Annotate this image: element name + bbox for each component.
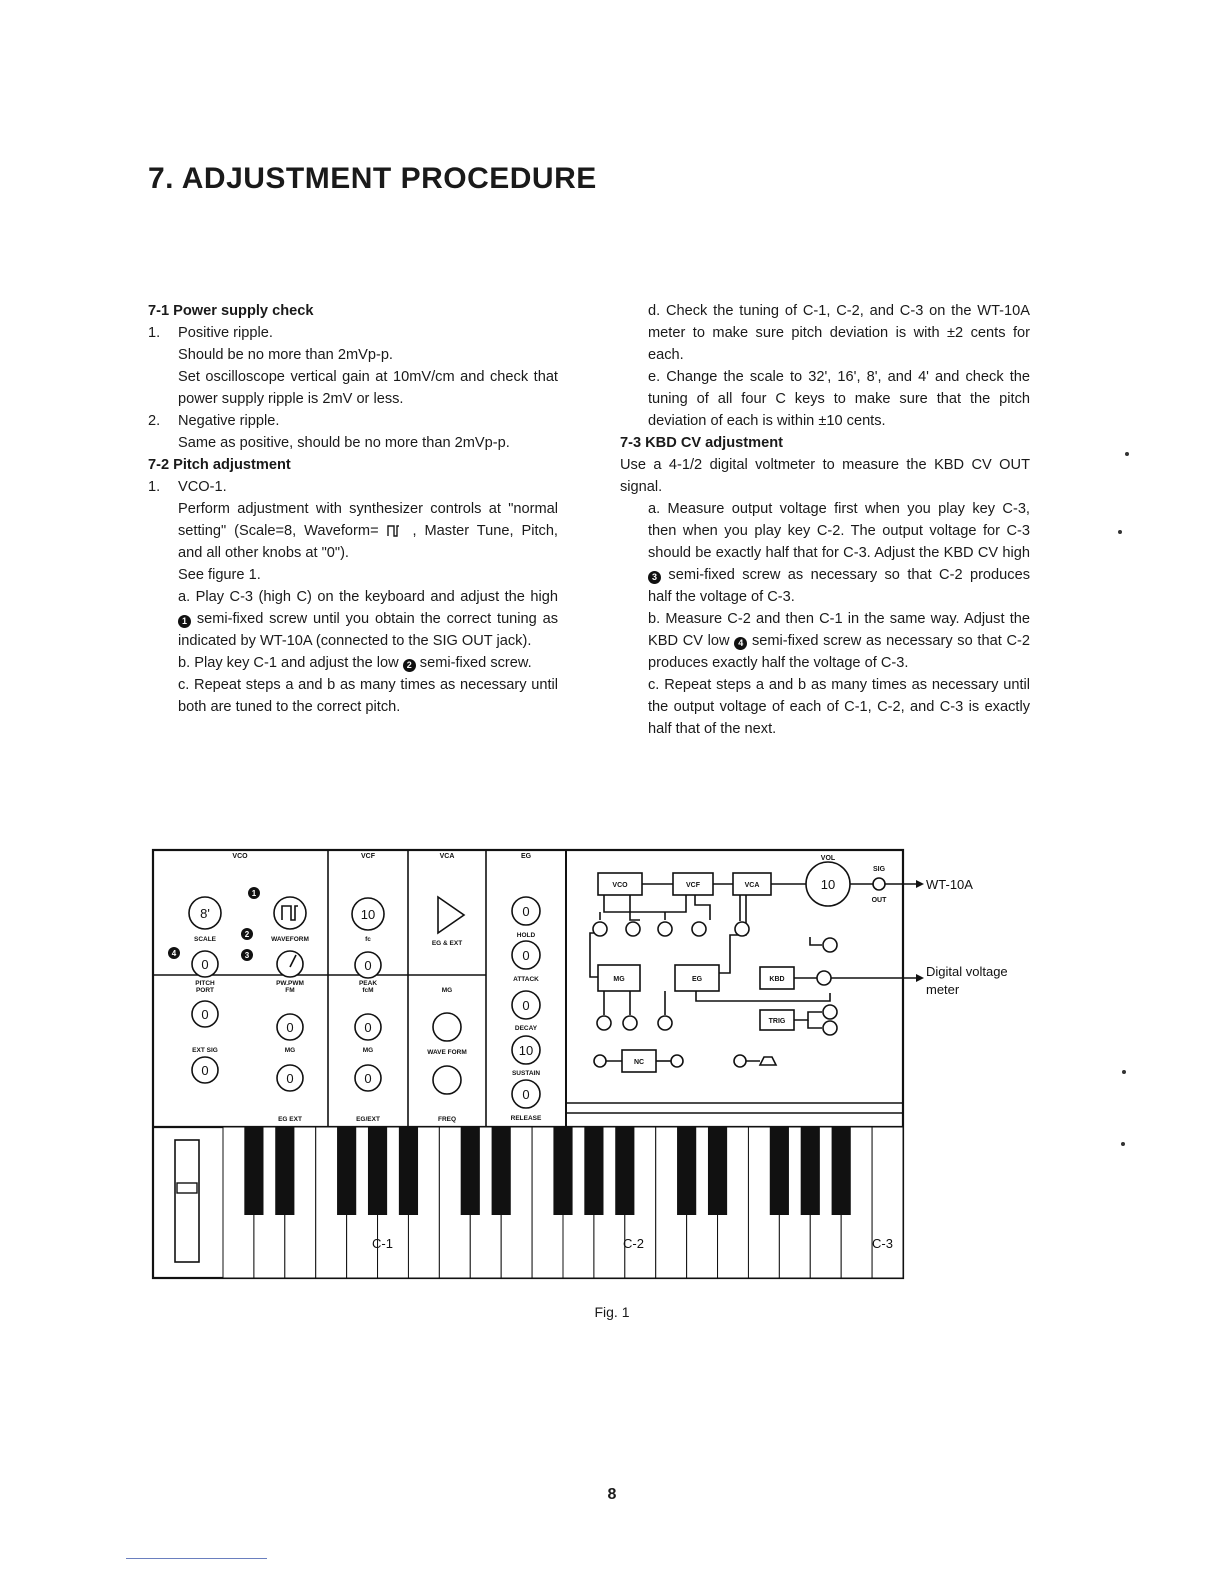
sig-label: SIG xyxy=(872,866,886,873)
jack-icon xyxy=(734,1055,746,1067)
text-run: semi-fixed screw as necessary so that C-2 produces half the voltage of C-3. xyxy=(648,567,1030,605)
text-run: Perform adjustment with synthesizer controls at "normal setting" (Scale=8, Waveform= xyxy=(178,501,558,539)
port-knob-value: 0 xyxy=(201,1007,209,1022)
section-label-vca: VCA xyxy=(439,853,455,860)
black-key xyxy=(584,1127,603,1215)
black-key xyxy=(492,1127,511,1215)
black-key xyxy=(337,1127,356,1215)
attack-knob-value: 0 xyxy=(522,948,530,963)
marker-4-label: 4 xyxy=(171,949,177,958)
text-run: semi-fixed screw as necessary so that C-2 produces exactly half the voltage of C-3. xyxy=(648,633,1030,671)
paragraph xyxy=(148,586,558,652)
section-heading-power-supply: 7-1 Power supply check xyxy=(148,303,314,319)
vco-block-label: VCO xyxy=(612,882,628,889)
decay-label: DECAY xyxy=(514,1025,538,1032)
black-key xyxy=(275,1127,294,1215)
fcm-eg-label: EG/EXT xyxy=(356,1116,380,1123)
text-run: semi-fixed screw until you obtain the correct tuning as indicated by WT-10A (connected to the SIG OUT jack). xyxy=(178,611,558,649)
text-run: semi-fixed screw. xyxy=(419,655,532,671)
kbd-block-label: KBD xyxy=(769,976,785,983)
paragraph xyxy=(620,608,1030,674)
fm-label: FM xyxy=(285,987,295,994)
paragraph xyxy=(148,652,558,674)
headphone-icon xyxy=(760,1057,776,1065)
paragraph: Use a 4-1/2 digital voltmeter to measure the KBD CV OUT signal. xyxy=(620,457,1030,495)
volume-knob-value: 10 xyxy=(820,877,836,892)
mg-block-label: MG xyxy=(613,976,625,983)
vol-label: VOL xyxy=(820,855,836,862)
arrow-icon xyxy=(916,974,924,982)
hold-label: HOLD xyxy=(516,932,536,939)
jack-icon xyxy=(658,922,672,936)
marker-3-icon: 3 xyxy=(648,571,661,584)
paragraph xyxy=(620,498,1030,608)
eg-ext-label: EG & EXT xyxy=(431,940,463,947)
marker-2-label: 2 xyxy=(244,930,250,939)
fm-mg-knob-value: 0 xyxy=(286,1020,294,1035)
peak-knob-value: 0 xyxy=(364,958,372,973)
text-run: b. Measure C-2 and then C-1 in the same way. Adjust the KBD CV low xyxy=(648,611,1030,649)
wt-10a-label: WT-10A xyxy=(926,877,973,892)
footer-rule xyxy=(126,1558,267,1559)
black-key xyxy=(801,1127,820,1215)
fm-mg-label: MG xyxy=(284,1047,296,1054)
port-label: PORT xyxy=(195,987,215,994)
mg-waveform-knob xyxy=(433,1013,461,1041)
arrow-icon xyxy=(916,880,924,888)
marker-1-icon: 1 xyxy=(178,615,191,628)
section-heading-pitch: 7-2 Pitch adjustment xyxy=(148,457,291,473)
fcm-eg-knob-value: 0 xyxy=(364,1071,372,1086)
margin-dot xyxy=(1121,1142,1125,1146)
item-number: 1. xyxy=(148,325,161,341)
fm-eg-label: EG EXT xyxy=(278,1116,302,1123)
pulse-wave-icon xyxy=(387,524,405,538)
decay-knob-value: 0 xyxy=(522,998,530,1013)
margin-dot xyxy=(1125,452,1129,456)
scale-knob-value: 8' xyxy=(200,906,210,921)
fc-knob-value: 10 xyxy=(360,907,376,922)
list-item xyxy=(148,322,558,344)
item-title: Positive ripple. xyxy=(178,325,273,341)
page-title: 7. ADJUSTMENT PROCEDURE xyxy=(148,162,597,195)
text-run: , Master Tune, Pitch, and all other knobs at "0"). xyxy=(178,523,558,561)
black-key xyxy=(553,1127,572,1215)
amplifier-triangle-icon xyxy=(438,897,464,933)
right-column xyxy=(620,300,1030,740)
jack-icon xyxy=(823,938,837,952)
paragraph: c. Repeat steps a and b as many times as necessary until the output voltage of each of C-1, C-2, and C-3 is exactly half that of the next. xyxy=(648,677,1030,737)
digital-voltage-meter-label: Digital voltage xyxy=(926,964,1008,979)
keyboard xyxy=(175,1127,903,1278)
ext-sig-label: EXT SIG xyxy=(192,1047,218,1054)
fcm-mg-label: MG xyxy=(362,1047,374,1054)
sustain-knob-value: 10 xyxy=(518,1043,534,1058)
marker-4-icon: 4 xyxy=(734,637,747,650)
white-key xyxy=(872,1127,903,1278)
margin-dot xyxy=(1122,1070,1126,1074)
jack-icon xyxy=(594,1055,606,1067)
scale-label: SCALE xyxy=(193,936,217,943)
pw-pwm-label: PW.PWM xyxy=(276,980,304,987)
mg-freq-knob xyxy=(433,1066,461,1094)
bender-lever xyxy=(175,1140,199,1262)
jack-icon xyxy=(823,1005,837,1019)
fcm-label: fcM xyxy=(362,987,374,994)
list-item xyxy=(148,476,558,498)
paragraph: e. Change the scale to 32', 16', 8', and 4' and check the tuning of all four C keys to make sure that the pitch deviation of each is within ±10 cents. xyxy=(648,369,1030,429)
pw-pwm-knob xyxy=(277,951,303,977)
ext-sig-knob-value: 0 xyxy=(201,1063,209,1078)
left-column xyxy=(148,300,558,718)
section-label-vco: VCO xyxy=(232,853,248,860)
vcf-block-label: VCF xyxy=(686,882,700,889)
black-key xyxy=(708,1127,727,1215)
page-number: 8 xyxy=(607,1486,617,1503)
mg-freq-label: FREQ xyxy=(437,1116,457,1123)
key-label-c1: C-1 xyxy=(372,1236,393,1251)
marker-2-icon: 2 xyxy=(403,659,416,672)
waveform-knob xyxy=(274,897,306,929)
section-heading-kbd-cv: 7-3 KBD CV adjustment xyxy=(620,435,783,451)
jack-icon xyxy=(623,1016,637,1030)
release-knob-value: 0 xyxy=(522,1087,530,1102)
black-key xyxy=(399,1127,418,1215)
list-item xyxy=(148,410,558,432)
jack-icon xyxy=(626,922,640,936)
section-label-vcf: VCF xyxy=(361,853,375,860)
text-run: a. Play C-3 (high C) on the keyboard and adjust the high xyxy=(178,589,558,605)
trig-block-label: TRIG xyxy=(768,1018,786,1025)
black-key xyxy=(677,1127,696,1215)
mg-label: MG xyxy=(441,987,453,994)
jack-icon xyxy=(597,1016,611,1030)
vca-block-label: VCA xyxy=(744,882,760,889)
paragraph: Set oscilloscope vertical gain at 10mV/cm and check that power supply ripple is 2mV or less. xyxy=(178,369,558,407)
jack-icon xyxy=(671,1055,683,1067)
black-key xyxy=(770,1127,789,1215)
jack-icon xyxy=(735,922,749,936)
key-label-c2: C-2 xyxy=(623,1236,644,1251)
black-key xyxy=(615,1127,634,1215)
attack-label: ATTACK xyxy=(513,976,539,983)
paragraph: See figure 1. xyxy=(178,567,261,583)
paragraph: Should be no more than 2mVp-p. xyxy=(178,347,393,363)
jack-icon xyxy=(593,922,607,936)
jack-icon xyxy=(658,1016,672,1030)
black-key xyxy=(244,1127,263,1215)
item-title: VCO-1. xyxy=(178,479,227,495)
item-title: Negative ripple. xyxy=(178,413,280,429)
paragraph: Same as positive, should be no more than 2mVp-p. xyxy=(178,435,510,451)
pitch-knob-value: 0 xyxy=(201,957,209,972)
paragraph: d. Check the tuning of C-1, C-2, and C-3 on the WT-10A meter to make sure pitch deviation is with ±2 cents for each. xyxy=(648,303,1030,363)
marker-1-label: 1 xyxy=(251,889,257,898)
jack-icon xyxy=(692,922,706,936)
bender-handle xyxy=(177,1183,197,1193)
black-key xyxy=(461,1127,480,1215)
margin-dot xyxy=(1118,530,1122,534)
kbd-cv-out-jack-icon xyxy=(817,971,831,985)
section-label-eg: EG xyxy=(520,853,532,860)
figure-caption: Fig. 1 xyxy=(594,1304,630,1320)
text-run: a. Measure output voltage first when you play key C-3, then when you play key C-2. The output voltage for C-3 should be exactly half that for C-3. Adjust the KBD CV high xyxy=(648,501,1030,561)
key-label-c3: C-3 xyxy=(872,1236,893,1251)
out-label: OUT xyxy=(871,897,887,904)
pitch-label: PITCH xyxy=(195,980,215,987)
sustain-label: SUSTAIN xyxy=(511,1070,541,1077)
fcm-mg-knob-value: 0 xyxy=(364,1020,372,1035)
release-label: RELEASE xyxy=(510,1115,542,1122)
nc-block-label: NC xyxy=(633,1059,645,1066)
eg-block-label: EG xyxy=(691,976,703,983)
black-key xyxy=(832,1127,851,1215)
digital-voltage-meter-label: meter xyxy=(926,982,960,997)
item-number: 1. xyxy=(148,479,161,495)
jack-icon xyxy=(823,1021,837,1035)
hold-knob-value: 0 xyxy=(522,904,530,919)
fc-label: fc xyxy=(365,936,371,943)
paragraph: c. Repeat steps a and b as many times as necessary until both are tuned to the correct pitch. xyxy=(178,677,558,715)
item-number: 2. xyxy=(148,413,161,429)
fm-eg-knob-value: 0 xyxy=(286,1071,294,1086)
paragraph xyxy=(148,498,558,564)
sig-out-jack-icon xyxy=(873,878,885,890)
waveform-label: WAVEFORM xyxy=(271,936,309,943)
synthesizer-panel-figure xyxy=(150,845,1060,1295)
black-key xyxy=(368,1127,387,1215)
text-run: b. Play key C-1 and adjust the low xyxy=(178,655,399,671)
peak-label: PEAK xyxy=(358,980,378,987)
mg-waveform-label: WAVE FORM xyxy=(427,1049,467,1056)
marker-3-label: 3 xyxy=(244,951,250,960)
